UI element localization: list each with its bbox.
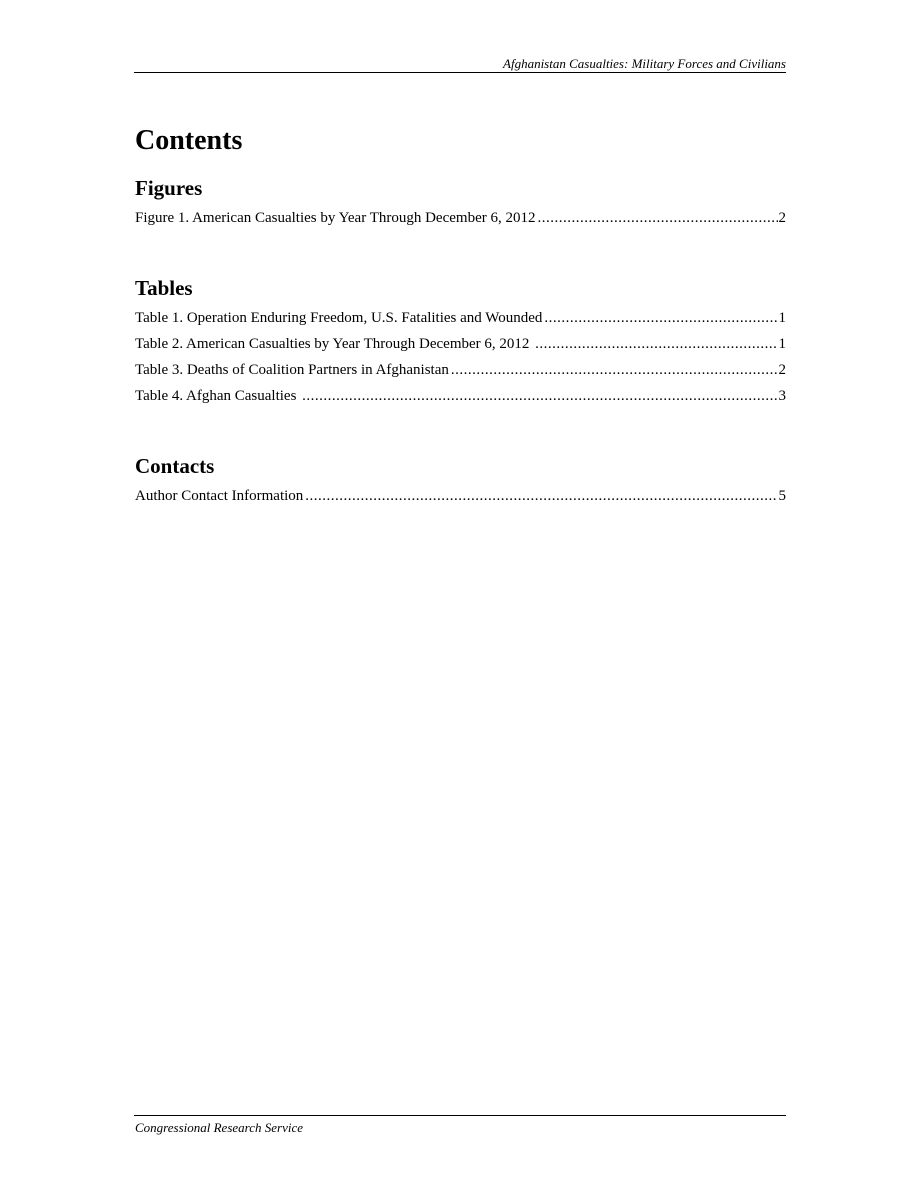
toc-entry-label: Table 2. American Casualties by Year Through December 6, 2012 [135, 336, 534, 352]
toc-entry-page-number: 1 [778, 336, 786, 352]
footer-rule [134, 1115, 786, 1116]
toc-entry-page-number: 5 [778, 488, 786, 504]
contents-title: Contents [135, 125, 243, 156]
toc-entry-label: Author Contact Information [135, 488, 304, 504]
header-rule [134, 72, 786, 73]
figures-section [135, 175, 786, 235]
running-header: Afghanistan Casualties: Military Forces and Civilians [503, 56, 786, 71]
tables-heading: Tables [135, 276, 193, 300]
figures-heading: Figures [135, 176, 203, 200]
dot-leader [305, 487, 777, 505]
contacts-heading: Contacts [135, 454, 215, 478]
tables-section [135, 275, 786, 413]
toc-entry-table-4[interactable] [135, 387, 786, 413]
toc-entry-page-number: 2 [778, 210, 786, 226]
tables-list [135, 309, 786, 413]
dot-leader [535, 335, 777, 353]
toc-entry-label: Table 3. Deaths of Coalition Partners in Afghanistan [135, 362, 449, 378]
toc-entry-label: Figure 1. American Casualties by Year Through December 6, 2012 [135, 210, 536, 226]
running-footer: Congressional Research Service [135, 1120, 303, 1135]
toc-entry-table-3[interactable] [135, 361, 786, 387]
toc-entry-table-1[interactable] [135, 309, 786, 335]
dot-leader [451, 361, 778, 379]
dot-leader [537, 209, 777, 227]
dot-leader [544, 309, 777, 327]
toc-entry-page-number: 2 [778, 362, 786, 378]
toc-entry-page-number: 1 [778, 310, 786, 326]
toc-entry-label: Table 4. Afghan Casualties [135, 388, 301, 404]
toc-entry-page-number: 3 [778, 388, 786, 404]
toc-entry-table-2[interactable] [135, 335, 786, 361]
figures-list [135, 209, 786, 235]
toc-entry-label: Table 1. Operation Enduring Freedom, U.S. Fatalities and Wounded [135, 310, 543, 326]
toc-entry-figure-1[interactable] [135, 209, 786, 235]
contacts-section [135, 453, 786, 513]
toc-entry-author-contact[interactable] [135, 487, 786, 513]
dot-leader [302, 387, 777, 405]
contacts-list [135, 487, 786, 513]
